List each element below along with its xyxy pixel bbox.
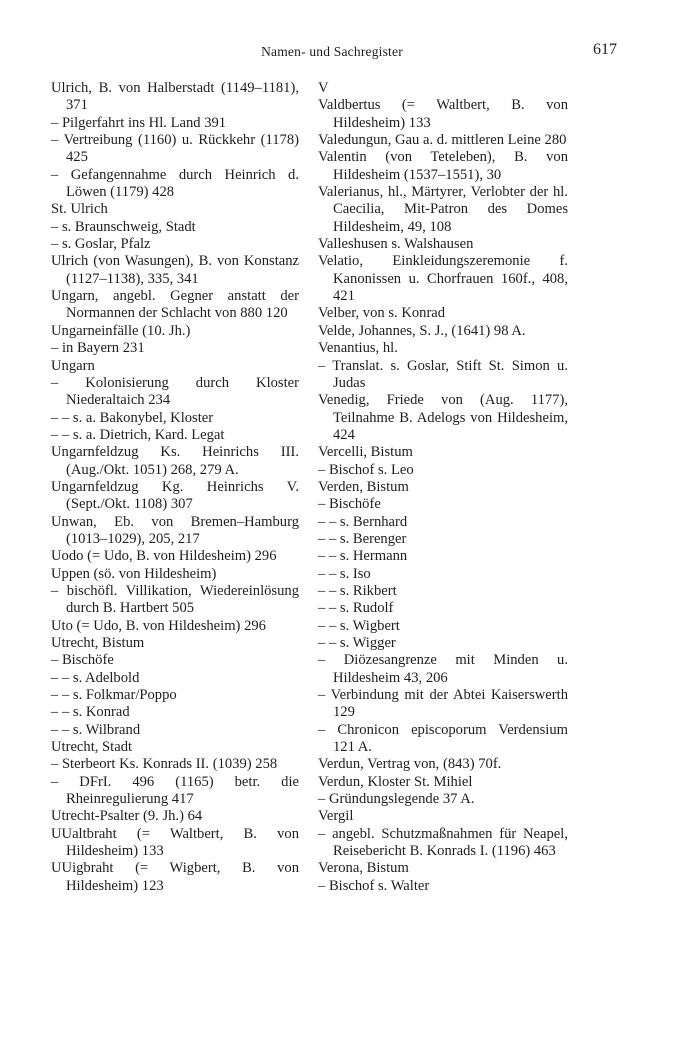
index-entry: UUaltbraht (= Waltbert, B. von Hildesheim) 133 bbox=[51, 825, 299, 860]
index-entry: – – s. Bernhard bbox=[318, 513, 408, 530]
index-entry: – – s. Folkmar/Poppo bbox=[51, 687, 177, 704]
index-entry: – Bischöfe bbox=[318, 496, 381, 513]
index-entry: Uodo (= Udo, B. von Hildesheim) 296 bbox=[51, 548, 277, 565]
index-entry: – – s. Hermann bbox=[318, 548, 408, 565]
index-entry: Velber, von s. Konrad bbox=[318, 305, 446, 322]
index-entry: – – s. Iso bbox=[318, 565, 371, 582]
index-entry: Ungarn bbox=[51, 357, 95, 374]
index-entry: – Diözesangrenze mit Minden u. Hildesheim 43, 206 bbox=[318, 652, 568, 686]
index-entry: Ungarneinfälle (10. Jh.) bbox=[51, 322, 191, 339]
index-entry: Verdun, Kloster St. Mihiel bbox=[318, 773, 473, 790]
index-entry: St. Ulrich bbox=[51, 201, 108, 218]
index-entry: Ulrich (von Wasungen), B. von Konstanz (1127–1138), 335, 341 bbox=[51, 253, 299, 287]
index-entry: – Bischöfe bbox=[51, 652, 114, 669]
index-entry: Verona, Bistum bbox=[318, 860, 409, 877]
index-entry: Ungarnfeldzug Ks. Heinrichs III. (Aug./Okt. 1051) 268, 279 A. bbox=[51, 444, 299, 478]
index-entry: Uppen (sö. von Hildesheim) bbox=[51, 565, 217, 582]
index-entry: Ungarnfeldzug Kg. Heinrichs V. (Sept./Okt. 1108) 307 bbox=[51, 478, 299, 513]
index-entry: – Gründungslegende 37 A. bbox=[318, 791, 475, 808]
index-entry: – – s. Konrad bbox=[51, 704, 130, 721]
index-column-left bbox=[51, 80, 299, 895]
index-entry: – – s. Wilbrand bbox=[51, 721, 141, 738]
index-entry: – DFrI. 496 (1165) betr. die Rheinregulierung 417 bbox=[51, 773, 299, 808]
index-entry: – Bischof s. Leo bbox=[318, 461, 414, 478]
index-entry: – s. Braunschweig, Stadt bbox=[51, 218, 196, 235]
section-letter: V bbox=[318, 80, 329, 96]
index-entry: Venantius, hl. bbox=[318, 340, 398, 357]
index-entry: – Bischof s. Walter bbox=[318, 877, 430, 894]
index-entry: – Vertreibung (1160) u. Rückkehr (1178) 425 bbox=[51, 132, 299, 166]
index-entry: – Chronicon episcoporum Verdensium 121 A. bbox=[318, 721, 568, 756]
index-entry: – Translat. s. Goslar, Stift St. Simon u. Judas bbox=[318, 357, 568, 391]
index-entry: – – s. Berenger bbox=[318, 530, 407, 547]
index-entry: Vercelli, Bistum bbox=[318, 444, 413, 461]
index-column-right bbox=[318, 80, 568, 895]
index-entry: Valerianus, hl., Märtyrer, Verlobter der hl. Caecilia, Mit-Patron des Domes Hildesheim, 49, 108 bbox=[318, 184, 568, 235]
index-entry: Vergil bbox=[318, 808, 354, 825]
index-entry: – – s. Wigger bbox=[318, 635, 396, 651]
index-entry: – – s. a. Bakonybel, Kloster bbox=[51, 409, 214, 426]
index-entry: – in Bayern 231 bbox=[51, 340, 145, 357]
index-entry: Verden, Bistum bbox=[318, 478, 409, 495]
index-entry: – Sterbeort Ks. Konrads II. (1039) 258 bbox=[51, 756, 278, 773]
index-entry: Ulrich, B. von Halberstadt (1149–1181), 371 bbox=[51, 80, 299, 114]
index-entry: Utrecht, Stadt bbox=[51, 739, 133, 756]
index-entry: Valleshusen s. Walshausen bbox=[318, 236, 474, 253]
index-entry: Velatio, Einkleidungszeremonie f. Kanonissen u. Chorfrauen 160f., 408, 421 bbox=[318, 253, 568, 305]
index-entry: Verdun, Vertrag von, (843) 70f. bbox=[318, 756, 502, 773]
index-entry: – Kolonisierung durch Kloster Niederaltaich 234 bbox=[51, 374, 299, 409]
index-entry: – – s. Adelbold bbox=[51, 669, 140, 686]
index-entry: Valdbertus (= Waltbert, B. von Hildesheim) 133 bbox=[318, 97, 568, 131]
index-entry: – – s. Rudolf bbox=[318, 600, 394, 617]
index-entry: – Verbindung mit der Abtei Kaiserswerth 129 bbox=[318, 687, 568, 721]
index-entry: – – s. Rikbert bbox=[318, 582, 397, 599]
index-entry: – Gefangennahme durch Heinrich d. Löwen (1179) 428 bbox=[51, 166, 299, 201]
index-entry: Utrecht, Bistum bbox=[51, 635, 145, 651]
index-entry: Ungarn, angebl. Gegner anstatt der Normannen der Schlacht von 880 120 bbox=[51, 288, 299, 322]
index-entry: Velde, Johannes, S. J., (1641) 98 A. bbox=[318, 322, 526, 339]
index-entry: – angebl. Schutzmaßnahmen für Neapel, Reisebericht B. Konrads I. (1196) 463 bbox=[318, 825, 568, 860]
index-entry: – – s. Wigbert bbox=[318, 617, 400, 634]
index-entry: UUigbraht (= Wigbert, B. von Hildesheim) 123 bbox=[51, 860, 299, 894]
index-entry: Utrecht-Psalter (9. Jh.) 64 bbox=[51, 808, 203, 825]
index-entry: – – s. a. Dietrich, Kard. Legat bbox=[51, 426, 225, 443]
index-entry: – s. Goslar, Pfalz bbox=[51, 236, 151, 253]
index-entry: Uto (= Udo, B. von Hildesheim) 296 bbox=[51, 617, 266, 634]
index-entry: – Pilgerfahrt ins Hl. Land 391 bbox=[51, 114, 227, 131]
index-entry: Venedig, Friede von (Aug. 1177), Teilnahme B. Adelogs von Hildesheim, 424 bbox=[318, 392, 568, 443]
index-entry: Unwan, Eb. von Bremen–Hamburg (1013–1029), 205, 217 bbox=[51, 513, 299, 547]
index-entry: Valentin (von Teteleben), B. von Hildesheim (1537–1551), 30 bbox=[318, 149, 568, 183]
page-number: 617 bbox=[593, 41, 617, 58]
index-entry: – bischöfl. Villikation, Wiedereinlösung durch B. Hartbert 505 bbox=[51, 582, 299, 617]
running-title: Namen- und Sachregister bbox=[261, 44, 403, 59]
index-entry: Valedungun, Gau a. d. mittleren Leine 280 bbox=[318, 132, 567, 149]
